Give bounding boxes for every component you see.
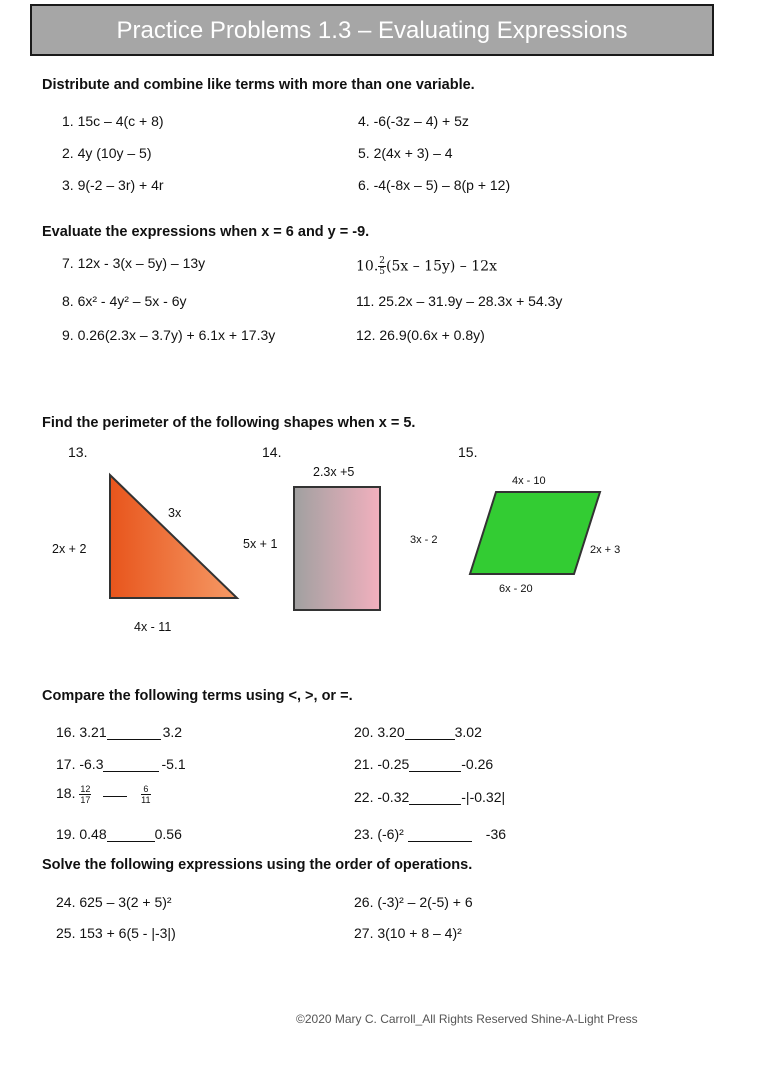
triangle-hypotenuse-label: 3x (168, 506, 182, 520)
copyright-footer: ©2020 Mary C. Carroll_All Rights Reserved Shine-A-Light Press (296, 1012, 638, 1026)
answer-blank (409, 771, 461, 772)
compare-row-19: 19. 0.48 0.56 (56, 826, 182, 842)
answer-blank (408, 841, 472, 842)
triangle-bottom-label: 4x - 11 (134, 620, 172, 634)
problem-9: 9. 0.26(2.3x – 3.7y) + 6.1x + 17.3y (62, 327, 276, 343)
rectangle-shape (294, 487, 380, 610)
answer-blank (405, 739, 455, 740)
problem-1: 1. 15c – 4(c + 8) (62, 113, 164, 129)
compare-row-23: 23. (-6)² -36 (354, 826, 507, 842)
page-title: Practice Problems 1.3 – Evaluating Expressions (116, 17, 628, 44)
problem-5: 5. 2(4x + 3) – 4 (358, 145, 453, 161)
problem-18-number: 18. (56, 785, 76, 802)
problem-25: 25. 153 + 6(5 - |-3|) (56, 925, 176, 941)
problem-10-expression: (5x – 15y) – 12x (386, 258, 497, 275)
triangle-shape (110, 475, 237, 598)
parallelogram-right-label: 2x + 3 (590, 544, 621, 556)
compare-row-18 (56, 784, 151, 805)
problem-3: 3. 9(-2 – 3r) + 4r (62, 177, 164, 193)
problem-26: 26. (-3)² – 2(-5) + 6 (354, 894, 473, 910)
shape-number-14: 14. (262, 444, 282, 460)
problem-10-number: 10. (356, 258, 379, 275)
problem-7: 7. 12x - 3(x – 5y) – 13y (62, 255, 206, 271)
parallelogram-shape (470, 492, 600, 574)
problem-6: 6. -4(-8x – 5) – 8(p + 12) (358, 177, 511, 193)
section-heading-perimeter: Find the perimeter of the following shapes when x = 5. (42, 415, 416, 431)
section-heading-distribute: Distribute and combine like terms with more than one variable. (42, 77, 475, 93)
rectangle-top-label: 2.3x +5 (313, 465, 355, 479)
fraction-12-17: $\frac{12}{17}$ (80, 784, 91, 805)
compare-row-21: 21. -0.25 -0.26 (354, 756, 494, 772)
fraction-two-fifths: $\frac{2}{5}$ (379, 256, 385, 277)
problem-24: 24. 625 – 3(2 + 5)² (56, 894, 172, 910)
section-heading-evaluate: Evaluate the expressions when x = 6 and y = -9. (42, 224, 370, 240)
answer-blank (409, 804, 461, 805)
shape-number-15: 15. (458, 444, 478, 460)
compare-row-20: 20. 3.20 3.02 (354, 724, 482, 740)
section-heading-order-of-operations: Solve the following expressions using the order of operations. (42, 857, 473, 873)
problem-12: 12. 26.9(0.6x + 0.8y) (356, 327, 485, 343)
rectangle-right-label: 3x - 2 (410, 534, 438, 546)
answer-blank (107, 739, 161, 740)
problem-8: 8. 6x² - 4y² – 5x - 6y (62, 293, 187, 309)
answer-blank (107, 841, 155, 842)
fraction-6-11: $\frac{6}{11}$ (141, 784, 151, 805)
problem-4: 4. -6(-3z – 4) + 5z (358, 113, 469, 129)
answer-blank (103, 771, 159, 772)
problem-27: 27. 3(10 + 8 – 4)² (354, 925, 462, 941)
shape-number-13: 13. (68, 444, 88, 460)
triangle-left-label: 2x + 2 (52, 542, 87, 556)
compare-row-17: 17. -6.3 -5.1 (56, 756, 186, 772)
parallelogram-top-label: 4x - 10 (512, 475, 546, 487)
compare-row-22: 22. -0.32 -|-0.32| (354, 789, 506, 805)
problem-11: 11. 25.2x – 31.9y – 28.3x + 54.3y (356, 293, 563, 309)
parallelogram-bottom-label: 6x - 20 (499, 583, 533, 595)
section-heading-compare: Compare the following terms using <, >, or =. (42, 688, 353, 704)
problem-2: 2. 4y (10y – 5) (62, 145, 152, 161)
compare-row-16: 16. 3.21 3.2 (56, 724, 183, 740)
rectangle-left-label: 5x + 1 (243, 537, 278, 551)
answer-blank (103, 796, 127, 797)
